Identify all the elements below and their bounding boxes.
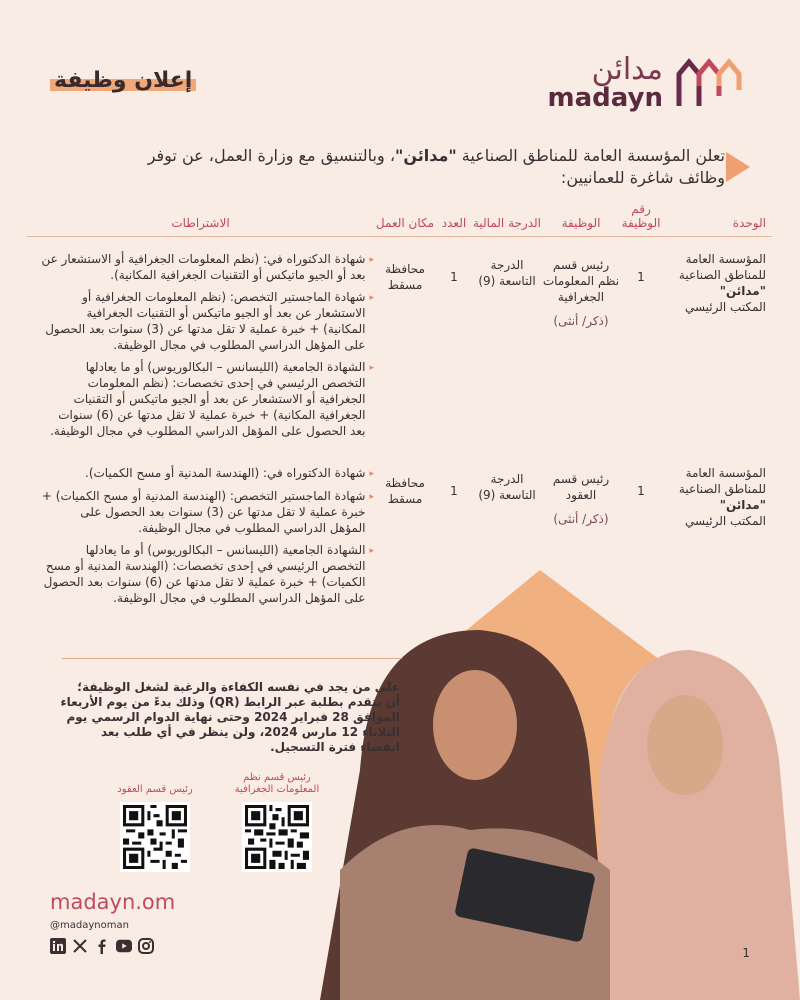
unit-name: المؤسسة العامة للمناطق الصناعية xyxy=(678,466,766,496)
requirement-item xyxy=(41,359,374,439)
requirement-text: شهادة الماجستير التخصص: (الهندسة المدنية أو مسح الكميات) + خبرة عملية لا تقل مدتها عن (3) سنوات بعد الحصول على المؤهل الدراسي المطلوب في مجال الوظيفة. xyxy=(41,489,366,535)
requirement-item xyxy=(41,289,374,353)
unit-brand: "مدائن" xyxy=(719,498,766,512)
qr-block-gis xyxy=(232,770,322,872)
requirement-text: شهادة الدكتوراه في: (نظم المعلومات الجغرافية أو الاستشعار عن بعد أو الجيو ماتيكس أو التقنيات الجغرافية المكانية). xyxy=(41,252,366,282)
header-unit: الوحدة xyxy=(732,216,766,230)
row-place: محافظة مسقط xyxy=(385,262,425,292)
staff-photo-illustration xyxy=(300,570,800,1000)
announcement-text: إعلان وظيفة xyxy=(54,68,193,93)
qr-code-contracts-icon[interactable] xyxy=(120,802,190,872)
row-unit xyxy=(662,251,772,315)
requirement-item xyxy=(41,488,374,536)
madayn-logo xyxy=(547,52,745,113)
requirement-text: الشهادة الجامعية (الليسانس – البكالوريوس) أو ما يعادلها التخصص الرئيسي في إحدى تخصصات: (نظم المعلومات الجغرافية أو الاستشعار عن بعد أو الجيو ماتيكس أو التقنيات الجغرافية المكانية) + خبرة عملية لا تقل مدتها عن (6) سنوات بعد الحصول على المؤهل الدراسي المطلوب في مجال الوظيفة. xyxy=(50,360,366,438)
table-header xyxy=(27,202,772,237)
apply-instructions: على من يجد في نفسه الكفاءة والرغبة لشغل الوظيفة؛ أن يتقدم بطلبة عبر الرابط (QR) وذلك بدءً من يوم الأربعاء الموافق 28 فبراير 2024 وحتى نهاية الدوام الرسمي يوم الثلاثاء 12 مارس 2024، ولن ينظر في أي طلب بعد انقضاء فترة التسجيل. xyxy=(60,680,400,754)
jobs-table xyxy=(27,202,772,612)
bullet-icon: ▸ xyxy=(369,363,374,373)
unit-name: المؤسسة العامة للمناطق الصناعية xyxy=(678,252,766,282)
requirement-text: شهادة الدكتوراه في: (الهندسة المدنية أو مسح الكميات). xyxy=(85,466,366,480)
section-divider xyxy=(62,658,402,659)
requirement-item xyxy=(41,465,374,482)
logo-english: madayn xyxy=(547,83,663,113)
row-job xyxy=(542,465,620,527)
intro-highlight: "مدائن" xyxy=(394,146,457,165)
bullet-icon: ▸ xyxy=(369,546,374,556)
intro-after: ، وبالتنسيق مع وزارة العمل، عن توفر وظائف شاغرة للعمانيين: xyxy=(147,146,725,187)
logo-text xyxy=(547,52,663,113)
row-job-number: 1 xyxy=(637,270,645,284)
header-requirements: الاشتراطات xyxy=(171,216,230,230)
requirement-item xyxy=(41,251,374,283)
job-title: رئيس قسم العقود xyxy=(552,472,610,502)
requirement-text: الشهادة الجامعية (الليسانس – البكالوريوس) أو ما يعادلها التخصص الرئيسي في إحدى تخصصات: (الهندسة المدنية أو مسح الكميات) + خبرة عملية لا تقل مدتها عن (6) سنوات بعد الحصول على المؤهل الدراسي المطلوب في مجال الوظيفة. xyxy=(43,543,366,605)
unit-brand: "مدائن" xyxy=(719,284,766,298)
header-job-number: رقم الوظيفة xyxy=(621,202,661,230)
row-unit xyxy=(662,465,772,529)
intro-paragraph xyxy=(105,145,725,189)
row-grade: الدرجة التاسعة (9) xyxy=(478,258,536,288)
header-place: مكان العمل xyxy=(375,216,435,230)
qr-codes xyxy=(110,770,322,872)
youtube-icon[interactable] xyxy=(116,938,132,954)
header-count: العدد xyxy=(441,216,467,230)
qr-label-contracts: رئيس قسم العقود xyxy=(117,784,193,795)
qr-label-gis: رئيس قسم نظم المعلومات الجغرافية xyxy=(234,772,320,795)
linkedin-icon[interactable] xyxy=(50,938,66,954)
qr-code-gis-icon[interactable] xyxy=(242,802,312,872)
requirement-text: شهادة الماجستير التخصص: (نظم المعلومات الجغرافية أو الاستشعار عن بعد أو الجيو ماتيكس أو التقنيات الجغرافية المكانية) + خبرة عملية لا تقل مدتها عن (3) سنوات بعد الحصول على المؤهل الدراسي المطلوب في مجال الوظيفة. xyxy=(45,290,366,352)
row-place: محافظة مسقط xyxy=(385,476,425,506)
job-gender: (ذكر/ أنثى) xyxy=(553,512,609,526)
bullet-icon: ▸ xyxy=(369,293,374,303)
bullet-icon: ▸ xyxy=(369,255,374,265)
row-grade: الدرجة التاسعة (9) xyxy=(478,472,536,502)
website-link[interactable]: madayn.om xyxy=(50,890,176,914)
row-requirements xyxy=(27,251,374,445)
logo-arabic: مدائن xyxy=(591,52,663,87)
row-job xyxy=(542,251,620,329)
row-count: 1 xyxy=(450,270,458,284)
row-job-number: 1 xyxy=(637,484,645,498)
unit-office: المكتب الرئيسي xyxy=(684,300,766,314)
bullet-icon: ▸ xyxy=(369,492,374,502)
logo-mark-icon xyxy=(675,56,745,110)
header-job: الوظيفة xyxy=(561,216,601,230)
instagram-icon[interactable] xyxy=(138,938,154,954)
row-count: 1 xyxy=(450,484,458,498)
social-handle[interactable]: @madaynoman xyxy=(50,920,129,931)
header-grade: الدرجة المالية xyxy=(472,216,542,230)
page-number: 1 xyxy=(742,946,750,960)
x-icon[interactable] xyxy=(72,938,88,954)
job-announcement-title xyxy=(50,68,196,93)
social-icons xyxy=(50,938,154,954)
job-title: رئيس قسم نظم المعلومات الجغرافية xyxy=(542,258,620,304)
unit-office: المكتب الرئيسي xyxy=(684,514,766,528)
table-row xyxy=(27,251,772,445)
intro-arrow-icon xyxy=(724,150,752,188)
intro-before: تعلن المؤسسة العامة للمناطق الصناعية xyxy=(456,146,725,165)
bullet-icon: ▸ xyxy=(369,469,374,479)
qr-block-contracts xyxy=(110,770,200,872)
job-gender: (ذكر/ أنثى) xyxy=(553,314,609,328)
facebook-icon[interactable] xyxy=(94,938,110,954)
